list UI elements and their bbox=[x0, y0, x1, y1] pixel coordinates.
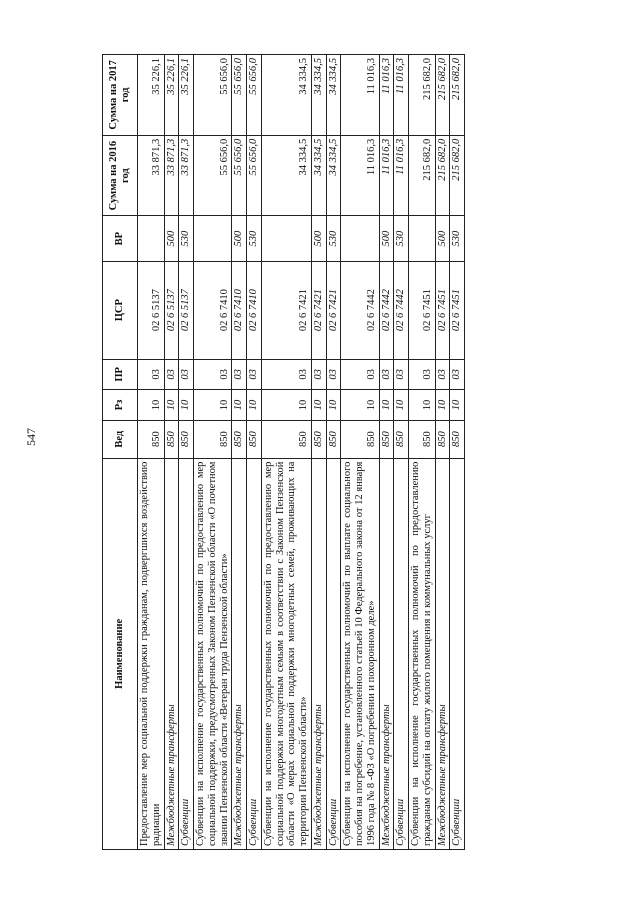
cell-ved: 850 bbox=[326, 420, 341, 458]
cell-name: Субвенции на исполнение государственных полномочий по предоставлению мер социальной поддержки, предусмотренных Законом Пензенской области «О почетном звании Пензенской области «Ветеран труда Пензенской области» bbox=[194, 458, 232, 849]
header-name: Наименование bbox=[103, 458, 138, 849]
cell-name: Межбюджетные трансферты bbox=[311, 458, 326, 849]
cell-name: Межбюджетные трансферты bbox=[379, 458, 394, 849]
cell-csr: 02 6 5137 bbox=[179, 261, 194, 359]
table-row bbox=[450, 55, 465, 850]
table-row bbox=[326, 55, 341, 850]
cell-ved: 850 bbox=[409, 420, 436, 458]
cell-name: Межбюджетные трансферты bbox=[435, 458, 450, 849]
cell-sum-2017: 11 016,3 bbox=[394, 55, 409, 136]
cell-sum-2016: 11 016,3 bbox=[379, 135, 394, 216]
cell-vr bbox=[138, 216, 165, 261]
cell-sum-2016: 11 016,3 bbox=[341, 135, 379, 216]
table-row bbox=[164, 55, 179, 850]
cell-sum-2016: 215 682,0 bbox=[435, 135, 450, 216]
cell-sum-2017: 34 334,5 bbox=[261, 55, 311, 136]
table-row bbox=[247, 55, 262, 850]
cell-name: Межбюджетные трансферты bbox=[164, 458, 179, 849]
cell-pr: 03 bbox=[232, 359, 247, 390]
header-ved: Вед bbox=[103, 420, 138, 458]
cell-sum-2017: 215 682,0 bbox=[409, 55, 436, 136]
cell-csr: 02 6 7421 bbox=[311, 261, 326, 359]
table-row bbox=[435, 55, 450, 850]
cell-name: Субвенции bbox=[247, 458, 262, 849]
cell-sum-2017: 11 016,3 bbox=[379, 55, 394, 136]
cell-sum-2017: 11 016,3 bbox=[341, 55, 379, 136]
cell-csr: 02 6 7421 bbox=[261, 261, 311, 359]
cell-ved: 850 bbox=[164, 420, 179, 458]
cell-csr: 02 6 7410 bbox=[232, 261, 247, 359]
cell-sum-2016: 33 871,3 bbox=[164, 135, 179, 216]
cell-ved: 850 bbox=[450, 420, 465, 458]
cell-vr: 530 bbox=[394, 216, 409, 261]
cell-sum-2016: 215 682,0 bbox=[450, 135, 465, 216]
cell-rz: 10 bbox=[341, 390, 379, 421]
cell-name: Межбюджетные трансферты bbox=[232, 458, 247, 849]
cell-sum-2016: 34 334,5 bbox=[311, 135, 326, 216]
cell-pr: 03 bbox=[179, 359, 194, 390]
cell-rz: 10 bbox=[326, 390, 341, 421]
cell-ved: 850 bbox=[232, 420, 247, 458]
cell-pr: 03 bbox=[435, 359, 450, 390]
table-row bbox=[341, 55, 379, 850]
cell-rz: 10 bbox=[435, 390, 450, 421]
header-sum-2016: Сумма на 2016 год bbox=[103, 135, 138, 216]
cell-name: Субвенции на исполнение государственных полномочий по выплате социального пособия на погребение, установленного статьей 10 Федерального закона от 12 января 1996 года № 8 -ФЗ «О погребении и похоронном деле» bbox=[341, 458, 379, 849]
cell-sum-2016: 55 656,0 bbox=[247, 135, 262, 216]
table-row bbox=[311, 55, 326, 850]
cell-pr: 03 bbox=[138, 359, 165, 390]
cell-name: Субвенции на исполнение государственных полномочий по предоставлению мер социальной поддержки многодетным семьям в соответствии с Законом Пензенской области «О мерах социальной поддержки многодетных семей, проживающих на территории Пензенской области» bbox=[261, 458, 311, 849]
table-row bbox=[379, 55, 394, 850]
cell-ved: 850 bbox=[247, 420, 262, 458]
cell-sum-2016: 33 871,3 bbox=[179, 135, 194, 216]
cell-vr bbox=[194, 216, 232, 261]
cell-name: Субвенции bbox=[450, 458, 465, 849]
cell-ved: 850 bbox=[394, 420, 409, 458]
cell-rz: 10 bbox=[232, 390, 247, 421]
cell-csr: 02 6 7442 bbox=[394, 261, 409, 359]
cell-name: Субвенции bbox=[394, 458, 409, 849]
cell-sum-2017: 34 334,5 bbox=[311, 55, 326, 136]
cell-ved: 850 bbox=[379, 420, 394, 458]
cell-sum-2017: 215 682,0 bbox=[435, 55, 450, 136]
cell-name: Субвенции на исполнение государственных полномочий по предоставлению гражданам субсидий на оплату жилого помещения и коммунальных услуг bbox=[409, 458, 436, 849]
budget-table bbox=[102, 54, 465, 850]
cell-sum-2016: 55 656,0 bbox=[194, 135, 232, 216]
table-row bbox=[394, 55, 409, 850]
table-row bbox=[194, 55, 232, 850]
cell-pr: 03 bbox=[379, 359, 394, 390]
cell-pr: 03 bbox=[194, 359, 232, 390]
cell-rz: 10 bbox=[164, 390, 179, 421]
cell-name: Предоставление мер социальной поддержки гражданам, подвергшихся воздействию радиации bbox=[138, 458, 165, 849]
cell-rz: 10 bbox=[194, 390, 232, 421]
cell-csr: 02 6 7410 bbox=[194, 261, 232, 359]
header-pr: ПР bbox=[103, 359, 138, 390]
cell-vr: 500 bbox=[232, 216, 247, 261]
cell-rz: 10 bbox=[379, 390, 394, 421]
cell-vr: 500 bbox=[435, 216, 450, 261]
table-body bbox=[138, 55, 465, 850]
cell-csr: 02 6 7410 bbox=[247, 261, 262, 359]
header-rz: Рз bbox=[103, 390, 138, 421]
cell-pr: 03 bbox=[311, 359, 326, 390]
cell-vr bbox=[409, 216, 436, 261]
cell-rz: 10 bbox=[261, 390, 311, 421]
table-row bbox=[232, 55, 247, 850]
cell-sum-2017: 35 226,1 bbox=[164, 55, 179, 136]
table-row bbox=[179, 55, 194, 850]
cell-vr: 530 bbox=[450, 216, 465, 261]
cell-csr: 02 6 7442 bbox=[379, 261, 394, 359]
cell-sum-2017: 34 334,5 bbox=[326, 55, 341, 136]
rotated-table-wrapper bbox=[102, 54, 532, 850]
cell-pr: 03 bbox=[409, 359, 436, 390]
cell-pr: 03 bbox=[326, 359, 341, 390]
cell-csr: 02 6 7451 bbox=[435, 261, 450, 359]
table-row bbox=[138, 55, 165, 850]
cell-pr: 03 bbox=[394, 359, 409, 390]
cell-csr: 02 6 7421 bbox=[326, 261, 341, 359]
cell-rz: 10 bbox=[138, 390, 165, 421]
cell-sum-2016: 55 656,0 bbox=[232, 135, 247, 216]
cell-pr: 03 bbox=[164, 359, 179, 390]
cell-rz: 10 bbox=[409, 390, 436, 421]
cell-sum-2017: 55 656,0 bbox=[194, 55, 232, 136]
cell-pr: 03 bbox=[261, 359, 311, 390]
cell-name: Субвенции bbox=[179, 458, 194, 849]
cell-sum-2016: 34 334,5 bbox=[326, 135, 341, 216]
cell-sum-2016: 215 682,0 bbox=[409, 135, 436, 216]
cell-csr: 02 6 7442 bbox=[341, 261, 379, 359]
cell-rz: 10 bbox=[179, 390, 194, 421]
cell-pr: 03 bbox=[450, 359, 465, 390]
cell-pr: 03 bbox=[341, 359, 379, 390]
header-vr: ВР bbox=[103, 216, 138, 261]
cell-rz: 10 bbox=[311, 390, 326, 421]
cell-sum-2017: 35 226,1 bbox=[179, 55, 194, 136]
table-header-row bbox=[103, 55, 138, 850]
cell-sum-2017: 215 682,0 bbox=[450, 55, 465, 136]
cell-vr: 530 bbox=[179, 216, 194, 261]
cell-rz: 10 bbox=[394, 390, 409, 421]
cell-csr: 02 6 5137 bbox=[138, 261, 165, 359]
cell-sum-2017: 35 226,1 bbox=[138, 55, 165, 136]
cell-ved: 850 bbox=[194, 420, 232, 458]
cell-vr: 500 bbox=[164, 216, 179, 261]
cell-rz: 10 bbox=[450, 390, 465, 421]
cell-sum-2016: 34 334,5 bbox=[261, 135, 311, 216]
cell-ved: 850 bbox=[435, 420, 450, 458]
cell-pr: 03 bbox=[247, 359, 262, 390]
cell-sum-2016: 11 016,3 bbox=[394, 135, 409, 216]
cell-vr bbox=[261, 216, 311, 261]
cell-sum-2016: 33 871,3 bbox=[138, 135, 165, 216]
cell-csr: 02 6 7451 bbox=[450, 261, 465, 359]
table-row bbox=[409, 55, 436, 850]
header-sum-2017: Сумма на 2017 год bbox=[103, 55, 138, 136]
cell-ved: 850 bbox=[179, 420, 194, 458]
page-number: 547 bbox=[24, 428, 38, 446]
cell-csr: 02 6 5137 bbox=[164, 261, 179, 359]
cell-csr: 02 6 7451 bbox=[409, 261, 436, 359]
cell-ved: 850 bbox=[138, 420, 165, 458]
cell-sum-2017: 55 656,0 bbox=[247, 55, 262, 136]
cell-vr: 500 bbox=[379, 216, 394, 261]
cell-ved: 850 bbox=[311, 420, 326, 458]
cell-ved: 850 bbox=[261, 420, 311, 458]
cell-vr: 530 bbox=[326, 216, 341, 261]
cell-ved: 850 bbox=[341, 420, 379, 458]
cell-rz: 10 bbox=[247, 390, 262, 421]
cell-vr bbox=[341, 216, 379, 261]
header-csr: ЦСР bbox=[103, 261, 138, 359]
cell-vr: 530 bbox=[247, 216, 262, 261]
cell-sum-2017: 55 656,0 bbox=[232, 55, 247, 136]
cell-vr: 500 bbox=[311, 216, 326, 261]
table-row bbox=[261, 55, 311, 850]
cell-name: Субвенции bbox=[326, 458, 341, 849]
